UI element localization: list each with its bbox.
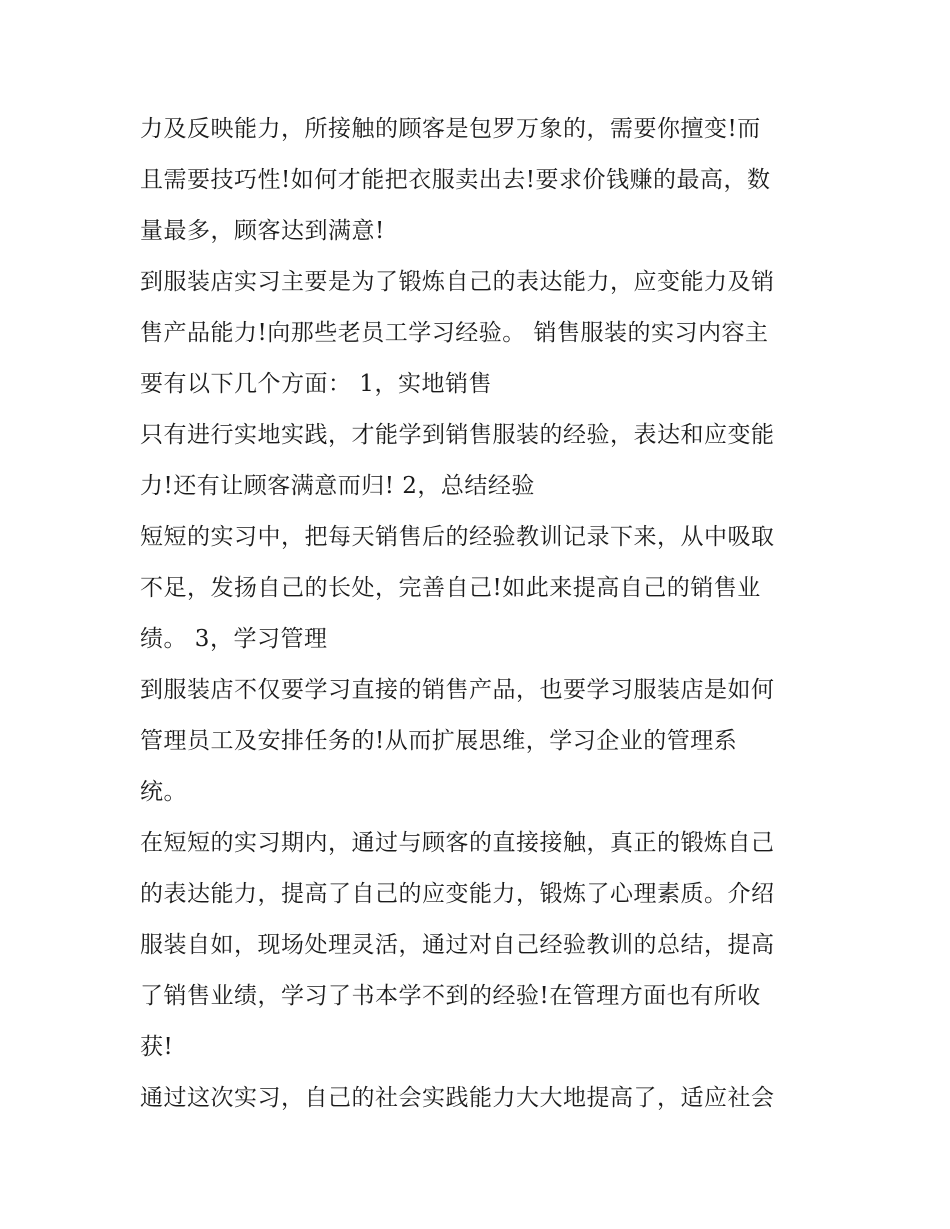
- text-line: 售产品能力!向那些老员工学习经验。 销售服装的实习内容主: [140, 320, 769, 346]
- text-line: 到服装店实习主要是为了锻炼自己的表达能力，应变能力及销: [140, 269, 775, 295]
- text-line: 的表达能力，提高了自己的应变能力，锻炼了心理素质。介绍: [140, 881, 775, 907]
- text-line: 量最多，顾客达到满意!: [140, 218, 385, 244]
- text-line: 短短的实习中，把每天销售后的经验教训记录下来，从中吸取: [140, 524, 775, 550]
- text-line: 力及反映能力，所接触的顾客是包罗万象的，需要你擅变!而: [140, 116, 761, 142]
- text-line: 力!还有让顾客满意而归! 2，总结经验: [140, 473, 535, 499]
- text-line: 通过这次实习，自己的社会实践能力大大地提高了，适应社会: [140, 1085, 775, 1111]
- text-line: 获!: [140, 1034, 174, 1060]
- body-text: [140, 104, 820, 1124]
- text-line: 了销售业绩，学习了书本学不到的经验!在管理方面也有所收: [140, 983, 761, 1009]
- text-line: 服装自如，现场处理灵活，通过对自己经验教训的总结，提高: [140, 932, 775, 958]
- text-line: 只有进行实地实践，才能学到销售服装的经验，表达和应变能: [140, 422, 775, 448]
- text-line: 不足，发扬自己的长处，完善自己!如此来提高自己的销售业: [140, 575, 761, 601]
- text-line: 绩。 3，学习管理: [140, 626, 328, 652]
- text-line: 要有以下几个方面： 1，实地销售: [140, 371, 492, 397]
- text-line: 到服装店不仅要学习直接的销售产品，也要学习服装店是如何: [140, 677, 775, 703]
- text-line: 统。: [140, 779, 187, 805]
- text-line: 在短短的实习期内，通过与顾客的直接接触，真正的锻炼自己: [140, 830, 775, 856]
- text-line: 且需要技巧性!如何才能把衣服卖出去!要求价钱赚的最高，数: [140, 167, 771, 193]
- text-line: 管理员工及安排任务的!从而扩展思维，学习企业的管理系: [140, 728, 738, 754]
